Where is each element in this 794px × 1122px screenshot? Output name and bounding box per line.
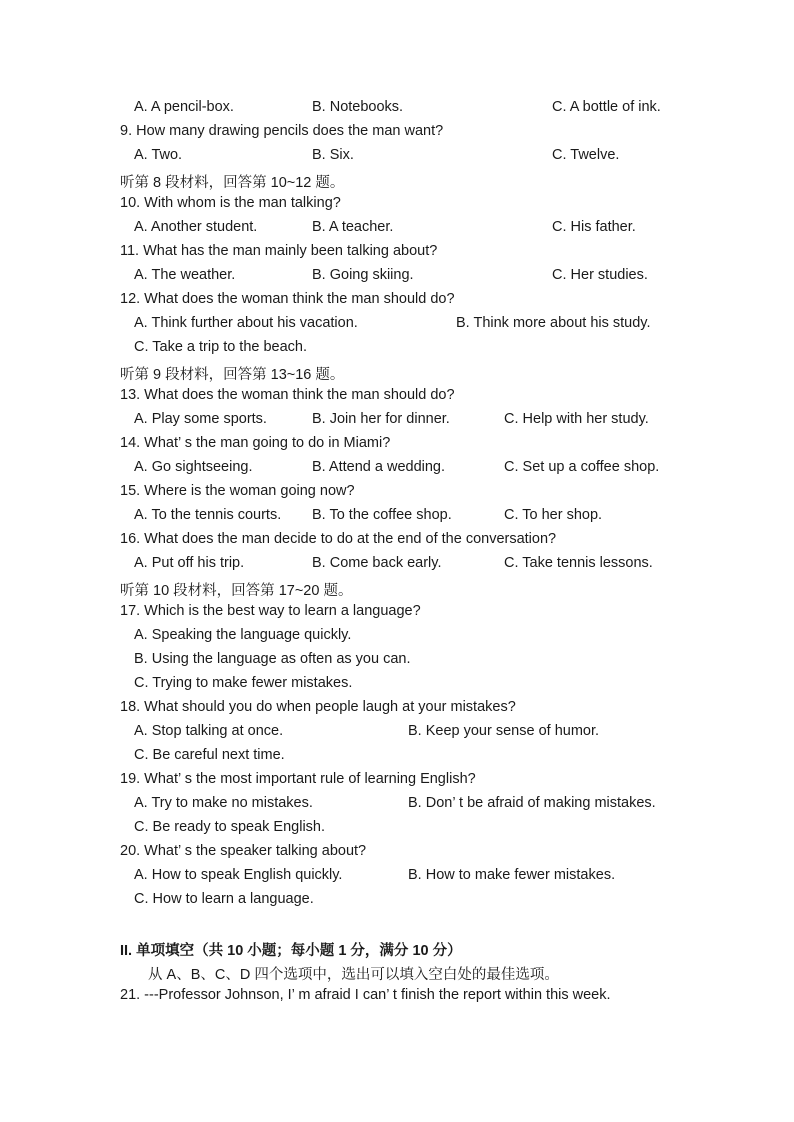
question-stem: 18. What should you do when people laugh at your mistakes? (120, 699, 516, 715)
option-b: B. Notebooks. (312, 99, 404, 115)
question-stem: 19. What’ s the most important rule of learning English? (120, 771, 476, 787)
option-c: C. Be ready to speak English. (134, 819, 326, 835)
option-c: C. Twelve. (552, 147, 620, 163)
option-a: A. A pencil-box. (134, 99, 234, 115)
option-b: B. Going skiing. (312, 267, 414, 283)
option-a: A. Try to make no mistakes. (134, 795, 313, 811)
option-b: B. Think more about his study. (456, 315, 651, 331)
option-a: A. Go sightseeing. (134, 459, 253, 475)
option-b: B. How to make fewer mistakes. (408, 867, 616, 883)
section-instruction: 听第 10 段材料，回答第 17~20 题。 (120, 583, 353, 599)
option-c: C. His father. (552, 219, 636, 235)
question-stem: 10. With whom is the man talking? (120, 195, 341, 211)
option-a: A. Put off his trip. (134, 555, 245, 571)
option-c: C. How to learn a language. (134, 891, 314, 907)
option-b: B. Using the language as often as you can. (134, 651, 411, 667)
option-c: C. Be careful next time. (134, 747, 285, 763)
option-b: B. A teacher. (312, 219, 394, 235)
option-b: B. Join her for dinner. (312, 411, 450, 427)
section-instruction: 听第 8 段材料，回答第 10~12 题。 (120, 175, 345, 191)
option-b: B. Keep your sense of humor. (408, 723, 600, 739)
option-b: B. Six. (312, 147, 354, 163)
question-stem: 14. What’ s the man going to do in Miami? (120, 435, 391, 451)
option-c: C. Take tennis lessons. (504, 555, 653, 571)
question-stem: 13. What does the woman think the man should do? (120, 387, 455, 403)
option-a: A. Play some sports. (134, 411, 267, 427)
question-stem: 9. How many drawing pencils does the man want? (120, 123, 444, 139)
option-c: C. Her studies. (552, 267, 648, 283)
question-stem: 12. What does the woman think the man should do? (120, 291, 455, 307)
option-c: C. Help with her study. (504, 411, 649, 427)
question-stem: 16. What does the man decide to do at the end of the conversation? (120, 531, 557, 547)
option-a: A. Think further about his vacation. (134, 315, 358, 331)
option-a: A. Stop talking at once. (134, 723, 284, 739)
option-b: B. Come back early. (312, 555, 442, 571)
question-stem: 15. Where is the woman going now? (120, 483, 355, 499)
option-c: C. To her shop. (504, 507, 603, 523)
option-a: A. Another student. (134, 219, 258, 235)
section-instruction: 从 A、B、C、D 四个选项中，选出可以填入空白处的最佳选项。 (148, 967, 559, 983)
option-a: A. To the tennis courts. (134, 507, 282, 523)
section-heading: II. 单项填空（共 10 小题；每小题 1 分，满分 10 分） (120, 943, 462, 959)
question-stem: 21. ---Professor Johnson, I’ m afraid I can’ t finish the report within this week. (120, 987, 611, 1003)
option-a: A. The weather. (134, 267, 236, 283)
option-c: C. Set up a coffee shop. (504, 459, 660, 475)
option-b: B. Don’ t be afraid of making mistakes. (408, 795, 656, 811)
question-stem: 20. What’ s the speaker talking about? (120, 843, 367, 859)
option-c: C. A bottle of ink. (552, 99, 661, 115)
option-b: B. To the coffee shop. (312, 507, 452, 523)
option-c: C. Trying to make fewer mistakes. (134, 675, 353, 691)
option-c: C. Take a trip to the beach. (134, 339, 308, 355)
option-a: A. Two. (134, 147, 183, 163)
option-a: A. How to speak English quickly. (134, 867, 343, 883)
option-b: B. Attend a wedding. (312, 459, 446, 475)
option-a: A. Speaking the language quickly. (134, 627, 352, 643)
section-instruction: 听第 9 段材料，回答第 13~16 题。 (120, 367, 345, 383)
question-stem: 17. Which is the best way to learn a language? (120, 603, 421, 619)
question-stem: 11. What has the man mainly been talking about? (120, 243, 438, 259)
